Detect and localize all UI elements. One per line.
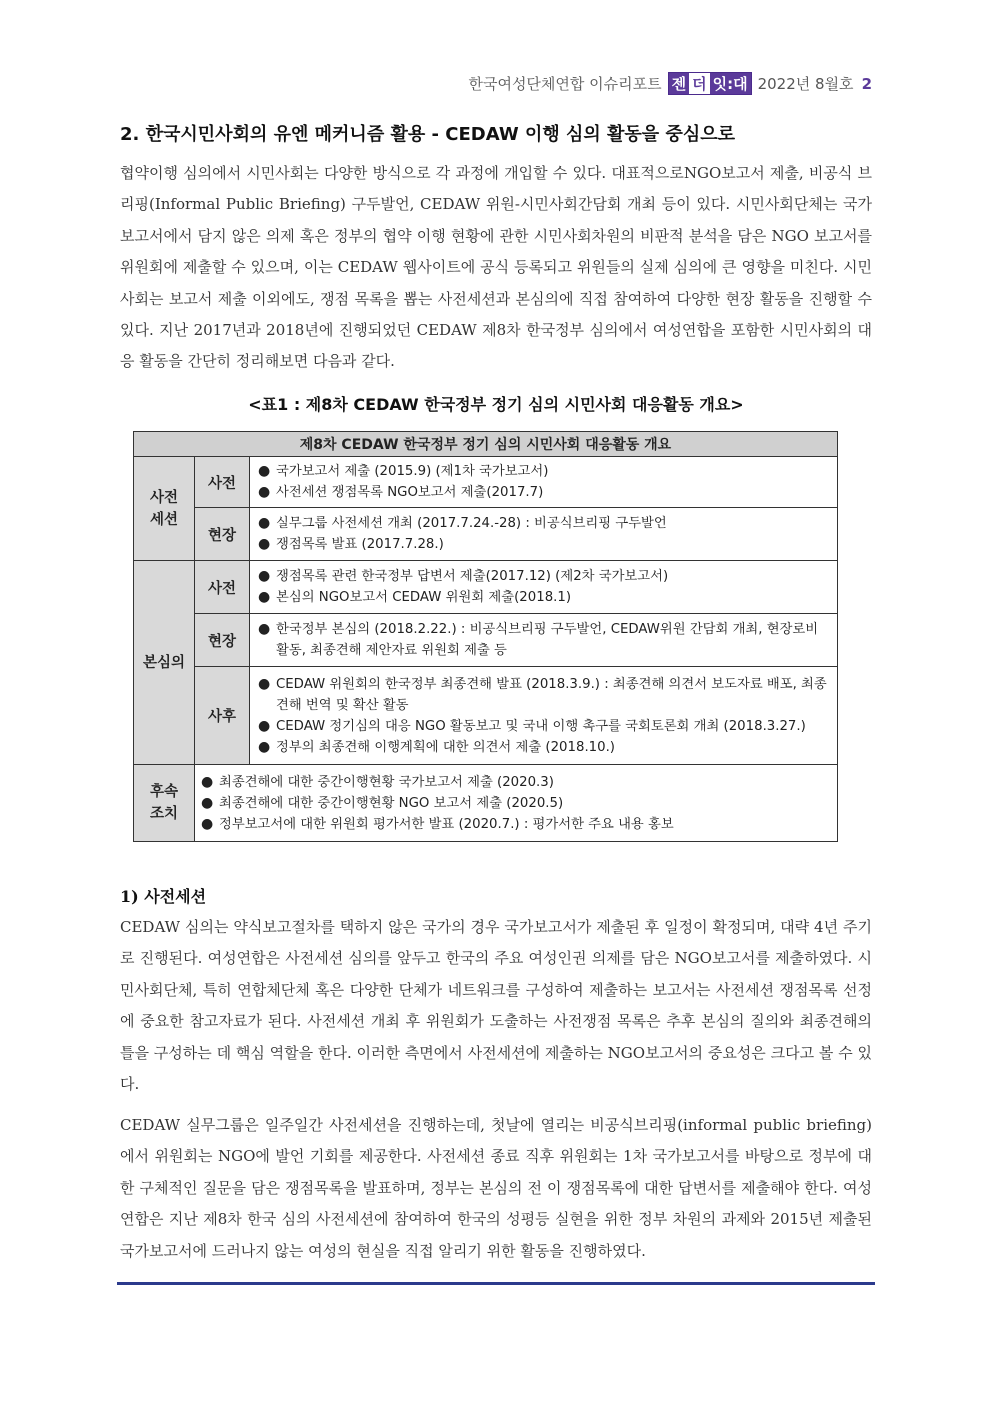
row-items [250,667,838,765]
brand-part-3: 잇:대 [710,73,751,94]
group-label-text: 사전 세션 [149,489,178,528]
brand-part-1: 젠 [669,73,690,94]
list-item: ● 사전세션 쟁점목록 NGO보고서 제출(2017.7) [256,482,831,503]
group-label-presession [134,457,195,561]
row-items [250,561,838,614]
body-paragraph-1: CEDAW 심의는 약식보고절차를 택하지 않은 국가의 경우 국가보고서가 제출된 후 일정이 확정되며, 대략 4년 주기로 진행된다. 여성연합은 사전세션 심의를 앞두고 한국의 주요 여성인권 의제를 담은 NGO보고서를 제출하였다. 시민사회단체, 특히 연합체단체 혹은 다양한 단체가 네트워크를 구성하여 제출하는 보고서는 사전세션 쟁점목록 선정에 중요한 참고자료가 된다. 사전세션 개최 후 위원회가 도출하는 사전쟁점 목록은 추후 본심의 질의와 최종견해의 틀을 구성하는 데 핵심 역할을 한다. 이러한 측면에서 사전세션에 제출하는 NGO보고서의 중요성은 크다고 볼 수 있다. [120,918,872,1094]
list-item: ● 국가보고서 제출 (2015.9) (제1차 국가보고서) [256,461,831,482]
list-item: ● 정부보고서에 대한 위원회 평가서한 발표 (2020.7.) : 평가서한 주요 내용 홍보 [199,814,831,835]
table-header: 제8차 CEDAW 한국정부 정기 심의 시민사회 대응활동 개요 [134,432,838,457]
list-item: ● 한국정부 본심의 (2018.2.22.) : 비공식브리핑 구두발언, CEDAW위원 간담회 개최, 현장로비 활동, 최종견해 제안자료 위원회 제출 등 [256,619,831,661]
overview-table [133,431,838,842]
row-label: 현장 [195,508,250,561]
footer-divider [117,1282,875,1285]
row-label: 현장 [195,614,250,667]
brand-part-2: 더 [689,73,710,94]
list-item: ● 본심의 NGO보고서 CEDAW 위원회 제출(2018.1) [256,587,831,608]
row-label: 사전 [195,561,250,614]
list-item: ● 정부의 최종견해 이행계획에 대한 의견서 제출 (2018.10.) [256,737,831,758]
row-items [250,614,838,667]
table-caption: <표1 : 제8차 CEDAW 한국정부 정기 심의 시민사회 대응활동 개요> [248,395,744,414]
row-items [250,508,838,561]
issue-date: 2022년 8월호 [757,75,854,93]
section-title: 2. 한국시민사회의 유엔 메커니즘 활용 - CEDAW 이행 심의 활동을 중심으로 [120,124,736,145]
group-label-text: 후속 조치 [149,784,178,822]
row-label: 사후 [195,667,250,765]
page-header [468,72,872,95]
group-label-main-session: 본심의 [134,561,195,765]
list-item: ● CEDAW 위원회의 한국정부 최종견해 발표 (2018.3.9.) : 최종견해 의견서 보도자료 배포, 최종견해 번역 및 확산 활동 [256,674,831,716]
list-item: ● 최종견해에 대한 중간이행현황 NGO 보고서 제출 (2020.5) [199,793,831,814]
intro-paragraph: 협약이행 심의에서 시민사회는 다양한 방식으로 각 과정에 개입할 수 있다. 대표적으로NGO보고서 제출, 비공식 브리핑(Informal Public Briefing) 구두발언, CEDAW 위원-시민사회간담회 개최 등이 있다. 시민사회단체는 국가보고서에서 담지 않은 의제 혹은 정부의 협약 이행 현황에 관한 시민사회차원의 비판적 분석을 담은 NGO 보고서를 위원회에 제출할 수 있으며, 이는 CEDAW 웹사이트에 공식 등록되고 위원들의 실제 심의에 큰 영향을 미친다. 시민사회는 보고서 제출 이외에도, 쟁점 목록을 뽑는 사전세션과 본심의에 직접 참여하여 다양한 현장 활동을 진행할 수 있다. 지난 2017년과 2018년에 진행되었던 CEDAW 제8차 한국정부 심의에서 여성연합을 포함한 시민사회의 대응 활동을 간단히 정리해보면 다음과 같다. [120,164,872,371]
list-item: ● 쟁점목록 관련 한국정부 답변서 제출(2017.12) (제2차 국가보고서) [256,566,831,587]
list-item: ● 쟁점목록 발표 (2017.7.28.) [256,534,831,555]
list-item: ● 실무그룹 사전세션 개최 (2017.7.24.-28) : 비공식브리핑 구두발언 [256,513,831,534]
row-items [195,765,838,842]
list-item: ● 최종견해에 대한 중간이행현황 국가보고서 제출 (2020.3) [199,772,831,793]
brand-logo [668,72,752,95]
row-items [250,457,838,508]
group-label-followup [134,765,195,842]
subsection-title: 1) 사전세션 [120,887,207,906]
list-item: ● CEDAW 정기심의 대응 NGO 활동보고 및 국내 이행 촉구를 국회토론회 개최 (2018.3.27.) [256,716,831,737]
report-name: 한국여성단체연합 이슈리포트 [468,75,662,93]
row-label: 사전 [195,457,250,508]
body-paragraph-2: CEDAW 실무그룹은 일주일간 사전세션을 진행하는데, 첫날에 열리는 비공식브리핑(informal public briefing)에서 위원회는 NGO에 발언 기회를 제공한다. 사전세션 종료 직후 위원회는 1차 국가보고서를 바탕으로 정부에 대한 구체적인 질문을 담은 쟁점목록을 발표하며, 정부는 본심의 전 이 쟁점목록에 대한 답변서를 제출해야 한다. 여성연합은 지난 제8차 한국 심의 사전세션에 참여하여 한국의 성평등 실현을 위한 정부 차원의 과제와 2015년 제출된 국가보고서에 드러나지 않는 여성의 현실을 직접 알리기 위한 활동을 진행하였다. [120,1116,872,1260]
page-number: 2 [861,74,872,93]
